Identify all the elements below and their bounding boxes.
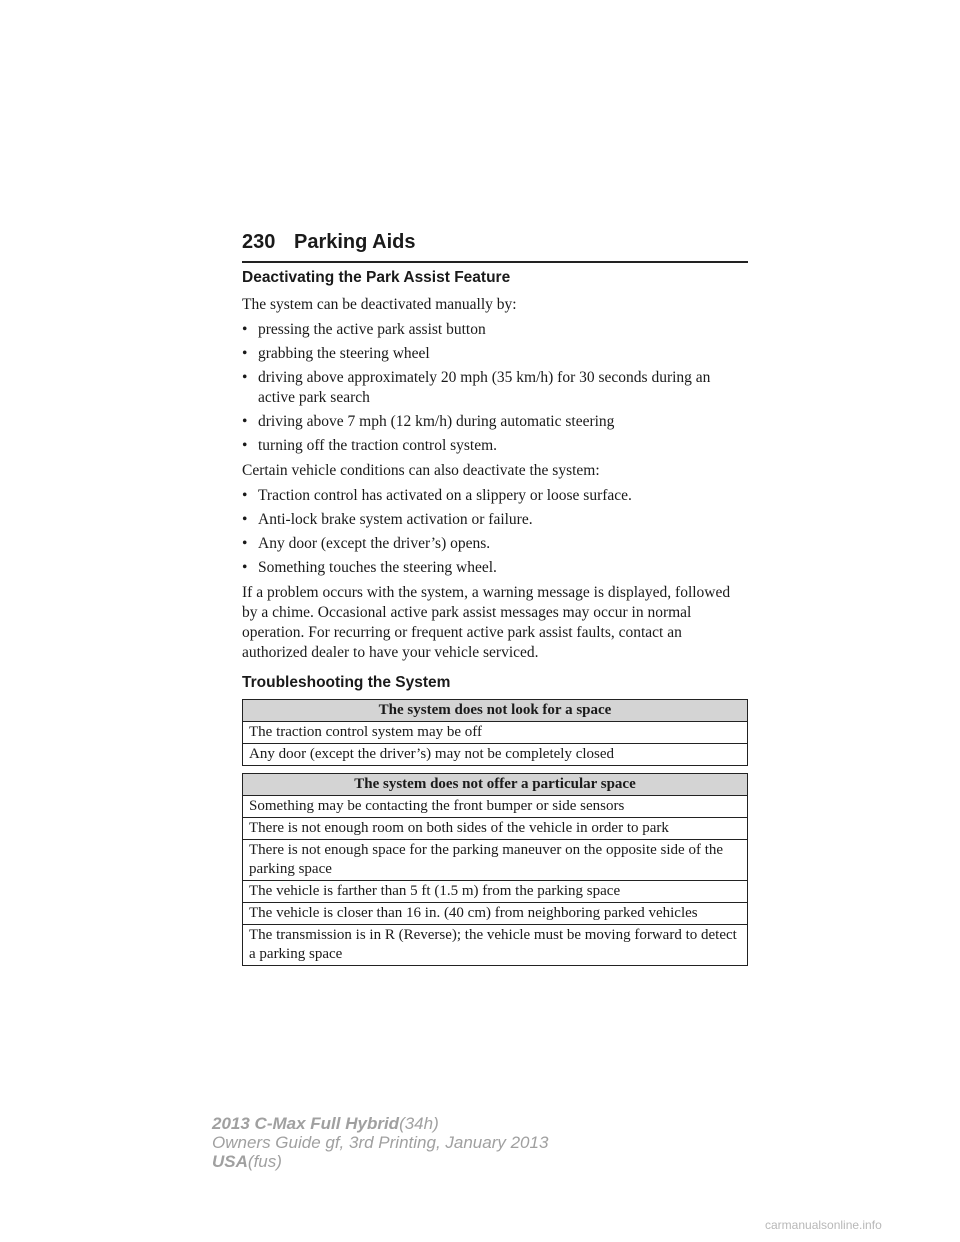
table-row [243,722,748,744]
list-item: • driving above 7 mph (12 km/h) during automatic steering [242,413,615,430]
document-footer [212,1114,692,1171]
troubleshooting-table-no-offer [242,773,748,966]
deactivating-intro: The system can be deactivated manually by: [242,296,517,313]
condition-list [242,486,748,578]
list-item: • turning off the traction control system. [242,437,498,454]
bullet-icon: • [242,413,248,430]
bullet-icon: • [242,535,248,552]
list-item: • Anti-lock brake system activation or failure. [242,511,533,528]
table-row [243,818,748,840]
bullet-icon: • [242,369,248,386]
table-cell: The vehicle is farther than 5 ft (1.5 m) from the parking space [243,881,748,903]
list-item: • Any door (except the driver’s) opens. [242,535,491,552]
troubleshooting-heading: Troubleshooting the System [242,674,451,691]
table-row [243,903,748,925]
conditions-intro: Certain vehicle conditions can also deactivate the system: [242,462,600,479]
deactivating-heading: Deactivating the Park Assist Feature [242,269,511,286]
table-cell: The vehicle is closer than 16 in. (40 cm) from neighboring parked vehicles [243,903,748,925]
table-cell: There is not enough space for the parking maneuver on the opposite side of the parking space [243,840,748,881]
page-content [242,268,748,973]
chapter-title: Parking Aids [294,231,416,253]
watermark: carmanualsonline.info [765,1218,882,1232]
bullet-icon: • [242,345,248,362]
list-item: • pressing the active park assist button [242,321,486,338]
table-row [243,881,748,903]
table-row [243,840,748,881]
table-cell: Any door (except the driver’s) may not be completely closed [243,744,748,766]
table-row [243,796,748,818]
list-item: • Traction control has activated on a slippery or loose surface. [242,487,632,504]
page-number: 230 [242,231,276,253]
manual-deactivation-list [242,320,748,456]
table-cell: The traction control system may be off [243,722,748,744]
troubleshooting-table-no-search [242,699,748,766]
table-header: The system does not look for a space [243,700,748,722]
table-header: The system does not offer a particular space [243,774,748,796]
list-item: • driving above approximately 20 mph (35 km/h) for 30 seconds during an active park search [242,369,711,406]
list-item: • grabbing the steering wheel [242,345,430,362]
bullet-icon: • [242,321,248,338]
page-header [242,231,748,263]
problem-paragraph: If a problem occurs with the system, a warning message is displayed, followed by a chime. Occasional active park assist messages may occur in normal operation. For recurring or frequent active park assist faults, contact an authorized dealer to have your vehicle serviced. [242,584,731,661]
table-row [243,925,748,966]
bullet-icon: • [242,437,248,454]
list-item: • Something touches the steering wheel. [242,559,497,576]
bullet-icon: • [242,511,248,528]
table-cell: Something may be contacting the front bumper or side sensors [243,796,748,818]
footer-line-region: USA(fus) [212,1152,282,1171]
table-cell: The transmission is in R (Reverse); the vehicle must be moving forward to detect a parking space [243,925,748,966]
footer-line-model: 2013 C-Max Full Hybrid(34h) [212,1114,439,1133]
table-cell: There is not enough room on both sides of the vehicle in order to park [243,818,748,840]
bullet-icon: • [242,559,248,576]
footer-line-printing: Owners Guide gf, 3rd Printing, January 2013 [212,1133,549,1152]
table-row [243,744,748,766]
bullet-icon: • [242,487,248,504]
